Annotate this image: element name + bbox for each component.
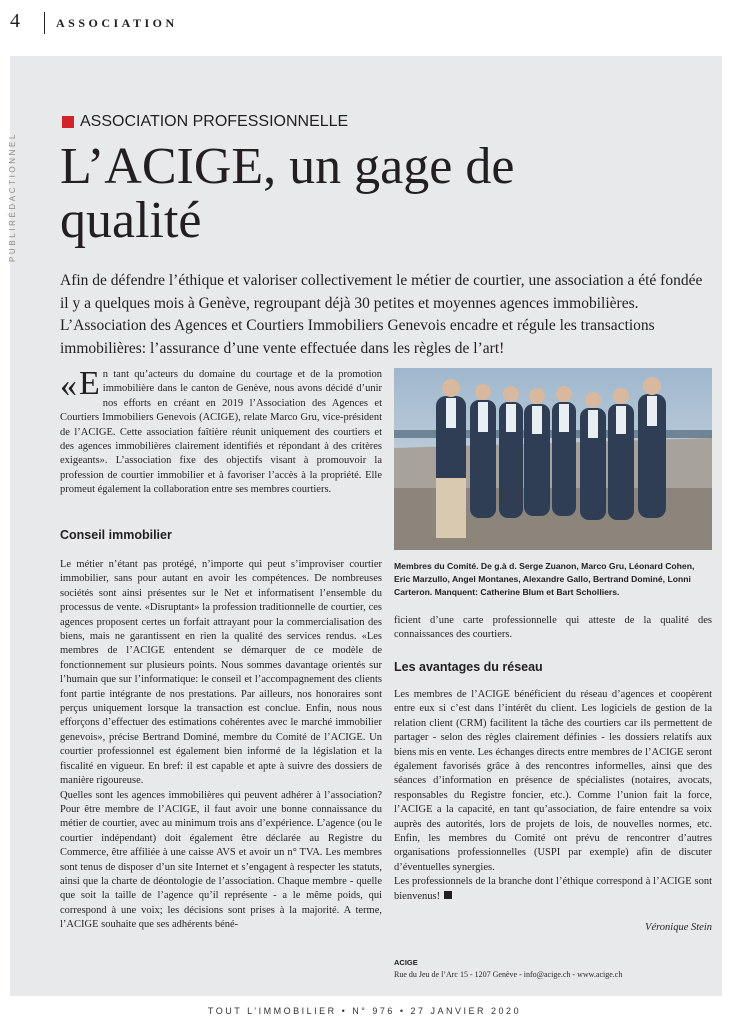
page-footer: TOUT L’IMMOBILIER • N° 976 • 27 JANVIER 2020: [207, 1006, 522, 1016]
column-right: [394, 688, 712, 904]
subhead-conseil: Conseil immobilier: [60, 528, 172, 542]
closing-text: Les professionnels de la branche dont l’éthique correspond à l’ACIGE sont bienvenus!: [394, 876, 712, 902]
header-divider: [44, 12, 45, 34]
intro-paragraph: [60, 365, 382, 498]
subhead-avantages: Les avantages du réseau: [394, 660, 543, 674]
article-title: L’ACIGE, un gage de qualité: [60, 138, 515, 249]
organization-address: Rue du Jeu de l’Arc 15 - 1207 Genève - info@acige.ch - www.acige.ch: [394, 970, 623, 979]
paragraph: Le métier n’étant pas protégé, n’importe qui peut s’improviser courtier immobilier, sans pour autant en avoir les compétences. De nombreuses sociétés sont ainsi présentes sur le Net et informatisent l’ensemble du processus de vente. «Disruptant» la profession traditionnelle de courtier, ces agences proposent certes un forfait attrayant pour la commercialisation des biens, mais ne garantissent en rien la qualité des services rendus. «Les membres de l’ACIGE entendent se démarquer de ce modèle de fonctionnement sur plusieurs points. Nous sommes davantage orientés sur l’humain que sur l’informatique: le conseil et l’accompagnement des clients font partie intégrante de nos prestations. Par ailleurs, nos honoraires sont perçus uniquement lorsque la transaction est conclue. Enfin, nous nous efforçons d’effectuer des estimations cohérentes avec le marché immobilier genevois», précise Bertrand Dominé, membre du Comité de l’ACIGE. Un courtier professionnel est également bien informé de la législation et la fiscalité en vigueur. En bref: il est capable et apte à suivre des dossiers de manière rigoureuse.: [60, 559, 382, 787]
intro-text: n tant qu’acteurs du domaine du courtage et de la promotion immobilière dans le canton de Genève, nous avons décidé d’unir nos efforts en créant en 2019 l’Association des Agences et Courtiers Immobiliers Genevois (ACIGE), relate Marco Gru, vice-président de l’ACIGE. Cette association faîtière réunit uniquement des courtiers et des agences immobilières clairement identifiés et répondant à des critères exigeants». L’association fixe des objectifs visant à promouvoir la profession de courtier immobilier et à favoriser l’accès à la propriété. Elle promeut également la collaboration entre ses membres courtiers.: [60, 369, 382, 496]
end-square-icon: [444, 891, 452, 899]
kicker-text: ASSOCIATION PROFESSIONNELLE: [80, 113, 349, 130]
paragraph: Les membres de l’ACIGE bénéficient du réseau d’agences et coopèrent entre eux si c’est dans l’intérêt du client. Les logiciels de gestion de la relation client (CRM) facilitent la tâche des courtiers car ils permettent de partager - selon des règles clairement définies - les dossiers relatifs aux biens mis en vente. Les échanges directs entre membres de l’ACIGE seront également favorisés grâce à des rencontres informelles, ainsi que des séances d’information en présence de spécialistes (notaires, avocats, responsables du Registre foncier, etc.). Comme l’union fait la force, l’ACIGE a la capacité, en tant qu’association, de faire entendre sa voix auprès des autorités, lors de projets de lois, de nouvelles normes, etc. Enfin, les membres du Comité ont prévu de rencontrer d’autres organisations professionnelles (USPI par exemple) afin de discuter d’éventuelles synergies.: [394, 689, 712, 873]
committee-photo-image: [394, 368, 712, 550]
author-byline: Véronique Stein: [645, 922, 712, 933]
drop-cap: E: [79, 365, 100, 402]
column-right-continuation: ficient d’une carte professionnelle qui atteste de la qualité des connaissances des courtiers.: [394, 615, 712, 641]
page-number: 4: [10, 10, 20, 32]
red-square-icon: [62, 116, 74, 128]
column-left: [60, 558, 382, 933]
organization-name: ACIGE: [394, 958, 418, 967]
kicker: [62, 113, 348, 131]
closing-paragraph: [394, 875, 712, 904]
committee-photo: [394, 368, 712, 550]
side-label: PUBLIRÉDACTIONNEL: [8, 132, 17, 262]
section-label: ASSOCIATION: [56, 16, 178, 30]
article-lead: Afin de défendre l’éthique et valoriser collectivement le métier de courtier, une association a été fondée il y a quelques mois à Genève, regroupant déjà 30 petites et moyennes agences immobilières. L’Association des Agences et Courtiers Immobiliers Genevois encadre et régule les transactions immobilières: l’assurance d’une vente effectuée dans les règles de l’art!: [60, 272, 703, 357]
opening-quote: «: [60, 367, 77, 404]
photo-caption: Membres du Comité. De g.à d. Serge Zuanon, Marco Gru, Léonard Cohen, Eric Marzullo, Angel Montanes, Alexandre Gallo, Bertrand Dominé, Lonni Carteron. Manquent: Catherine Blum et Bart Scholliers.: [394, 561, 695, 597]
paragraph: Quelles sont les agences immobilières qui peuvent adhérer à l’association? Pour être membre de l’ACIGE, il faut avoir une bonne connaissance du métier de courtier, avec au minimum trois ans d’expérience. L’agence (ou le courtier indépendant) doit également être déclarée au Registre du Commerce, être affiliée à une caisse AVS et avoir un n° TVA. Les membres sont tenus de disposer d’un site Internet et s’engagent à respecter les statuts, ainsi que la charte de déontologie de l’association. Chaque membre - quelle que soit la taille de l’agence qu’il représente - a le même poids, qui correspond à une voix; les décisions sont prises à la majorité. A terme, l’ACIGE souhaite que ses adhérents béné-: [60, 789, 382, 931]
